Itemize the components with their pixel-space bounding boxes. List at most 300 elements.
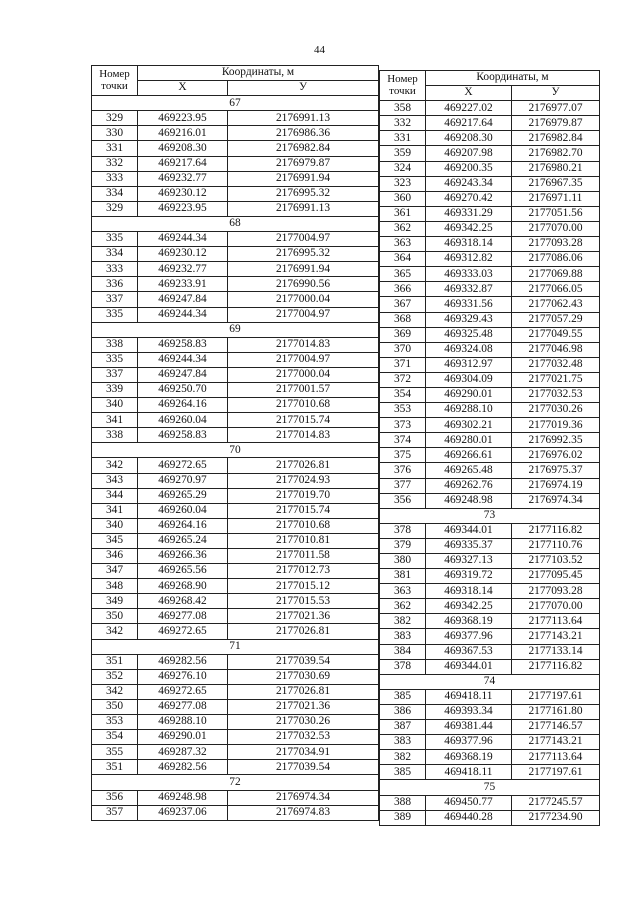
y-coordinate-cell: 2176976.02 (512, 448, 600, 463)
y-coordinate-cell: 2177026.81 (228, 684, 379, 699)
table-row (380, 689, 600, 704)
table-row (380, 523, 600, 538)
point-number-header-line2: точки (101, 79, 128, 92)
point-number-cell: 335 (92, 352, 138, 367)
y-coordinate-cell: 2177046.98 (512, 342, 600, 357)
x-coordinate-cell: 469230.12 (138, 186, 228, 201)
point-number-cell: 345 (92, 533, 138, 548)
table-row (92, 699, 379, 714)
x-coordinate-cell: 469280.01 (426, 433, 512, 448)
y-coordinate-cell: 2176986.36 (228, 126, 379, 141)
table-row (92, 126, 379, 141)
y-coordinate-cell: 2177010.81 (228, 533, 379, 548)
x-coordinate-cell: 469223.95 (138, 111, 228, 126)
point-number-cell: 361 (380, 206, 426, 221)
x-coordinate-cell: 469418.11 (426, 765, 512, 780)
x-coordinate-cell: 469332.87 (426, 282, 512, 297)
contour-number: 74 (380, 674, 600, 689)
x-coordinate-cell: 469277.08 (138, 609, 228, 624)
point-number-cell: 337 (92, 367, 138, 382)
point-number-cell: 354 (380, 387, 426, 402)
point-number-cell: 354 (92, 730, 138, 745)
y-coordinate-cell: 2176977.07 (512, 101, 600, 116)
point-number-cell: 337 (92, 292, 138, 307)
y-coordinate-cell: 2177004.97 (228, 352, 379, 367)
x-coordinate-cell: 469344.01 (426, 659, 512, 674)
point-number-cell: 355 (92, 745, 138, 760)
y-coordinate-cell: 2177019.70 (228, 488, 379, 503)
x-coordinate-cell: 469208.30 (138, 141, 228, 156)
point-number-cell: 389 (380, 810, 426, 825)
y-coordinate-cell: 2177015.74 (228, 413, 379, 428)
x-coordinate-cell: 469258.83 (138, 428, 228, 443)
table-row (92, 805, 379, 820)
x-coordinate-cell: 469208.30 (426, 131, 512, 146)
coordinates-header: Координаты, м (426, 71, 600, 86)
point-number-cell: 346 (92, 549, 138, 564)
table-row (380, 810, 600, 825)
x-coordinate-cell: 469268.42 (138, 594, 228, 609)
table-row (380, 584, 600, 599)
y-coordinate-cell: 2177015.12 (228, 579, 379, 594)
coordinates-header: Координаты, м (138, 66, 379, 81)
y-coordinate-cell: 2176974.83 (228, 805, 379, 820)
table-row (380, 569, 600, 584)
point-number-cell: 367 (380, 297, 426, 312)
y-coordinate-cell: 2177197.61 (512, 689, 600, 704)
contour-group-row (92, 216, 379, 231)
table-row (380, 554, 600, 569)
x-coordinate-cell: 469277.08 (138, 699, 228, 714)
table-row (380, 327, 600, 342)
point-number-cell: 349 (92, 594, 138, 609)
point-number-cell: 343 (92, 473, 138, 488)
y-coordinate-cell: 2177030.69 (228, 669, 379, 684)
table-row (380, 237, 600, 252)
x-coordinate-cell: 469217.64 (138, 156, 228, 171)
y-coordinate-cell: 2177021.36 (228, 609, 379, 624)
x-coordinate-cell: 469440.28 (426, 810, 512, 825)
table-row (380, 493, 600, 508)
table-row (380, 478, 600, 493)
point-number-cell: 333 (92, 262, 138, 277)
point-number-cell: 331 (380, 131, 426, 146)
point-number-cell: 366 (380, 282, 426, 297)
point-number-cell: 347 (92, 564, 138, 579)
x-coordinate-cell: 469312.82 (426, 252, 512, 267)
x-coordinate-cell: 469282.56 (138, 760, 228, 775)
y-coordinate-cell: 2177070.00 (512, 221, 600, 236)
contour-number: 67 (92, 96, 379, 111)
y-coordinate-cell: 2177116.82 (512, 523, 600, 538)
table-row (380, 297, 600, 312)
x-coordinate-cell: 469344.01 (426, 523, 512, 538)
x-coordinate-cell: 469368.19 (426, 750, 512, 765)
table-row (92, 473, 379, 488)
y-coordinate-cell: 2177049.55 (512, 327, 600, 342)
x-coordinate-cell: 469318.14 (426, 237, 512, 252)
point-number-cell: 370 (380, 342, 426, 357)
y-coordinate-cell: 2176992.35 (512, 433, 600, 448)
table-row (380, 312, 600, 327)
y-coordinate-cell: 2177010.68 (228, 398, 379, 413)
table-row (380, 629, 600, 644)
x-coordinate-cell: 469258.83 (138, 337, 228, 352)
table-row (92, 458, 379, 473)
contour-number: 72 (92, 775, 379, 790)
y-coordinate-cell: 2177234.90 (512, 810, 600, 825)
x-coordinate-cell: 469367.53 (426, 644, 512, 659)
contour-number: 68 (92, 216, 379, 231)
contour-group-row (92, 775, 379, 790)
table-row (380, 116, 600, 131)
table-row (380, 735, 600, 750)
table-row (92, 367, 379, 382)
y-coordinate-cell: 2176991.13 (228, 111, 379, 126)
x-coordinate-cell: 469287.32 (138, 745, 228, 760)
point-number-cell: 341 (92, 413, 138, 428)
y-coordinate-cell: 2177021.75 (512, 372, 600, 387)
table-row (380, 101, 600, 116)
table-row (380, 221, 600, 236)
x-coordinate-cell: 469232.77 (138, 171, 228, 186)
point-number-cell: 334 (92, 186, 138, 201)
table-row (92, 533, 379, 548)
y-coordinate-cell: 2176967.35 (512, 176, 600, 191)
y-coordinate-cell: 2177004.97 (228, 232, 379, 247)
x-coordinate-cell: 469327.13 (426, 554, 512, 569)
table-row (92, 564, 379, 579)
contour-number: 69 (92, 322, 379, 337)
table-row (92, 156, 379, 171)
x-coordinate-cell: 469329.43 (426, 312, 512, 327)
y-coordinate-cell: 2177000.04 (228, 367, 379, 382)
table-row (380, 448, 600, 463)
table-row (380, 795, 600, 810)
x-coordinate-cell: 469248.98 (426, 493, 512, 508)
point-number-cell: 368 (380, 312, 426, 327)
y-coordinate-cell: 2177032.48 (512, 357, 600, 372)
point-number-cell: 379 (380, 538, 426, 553)
point-number-cell: 332 (380, 116, 426, 131)
point-number-cell: 338 (92, 337, 138, 352)
point-number-cell: 371 (380, 357, 426, 372)
point-number-cell: 388 (380, 795, 426, 810)
point-number-cell: 378 (380, 659, 426, 674)
x-coordinate-cell: 469272.65 (138, 684, 228, 699)
x-coordinate-cell: 469207.98 (426, 146, 512, 161)
table-row (92, 262, 379, 277)
table-row (380, 372, 600, 387)
x-coordinate-cell: 469333.03 (426, 267, 512, 282)
x-coordinate-cell: 469232.77 (138, 262, 228, 277)
y-coordinate-cell: 2177062.43 (512, 297, 600, 312)
x-coordinate-cell: 469290.01 (138, 730, 228, 745)
point-number-cell: 331 (92, 141, 138, 156)
table-row (380, 704, 600, 719)
table-row (380, 206, 600, 221)
x-coordinate-cell: 469270.97 (138, 473, 228, 488)
table-row (380, 131, 600, 146)
table-row (380, 191, 600, 206)
x-coordinate-cell: 469304.09 (426, 372, 512, 387)
y-coordinate-cell: 2177069.88 (512, 267, 600, 282)
y-coordinate-cell: 2177014.83 (228, 337, 379, 352)
table-row (92, 669, 379, 684)
point-number-cell: 330 (92, 126, 138, 141)
contour-group-row (92, 443, 379, 458)
y-coordinate-cell: 2176974.34 (228, 790, 379, 805)
table-row (92, 201, 379, 216)
y-coordinate-cell: 2177095.45 (512, 569, 600, 584)
y-coordinate-cell: 2177032.53 (512, 387, 600, 402)
y-column-header: У (512, 86, 600, 101)
y-coordinate-cell: 2176974.19 (512, 478, 600, 493)
point-number-cell: 352 (92, 669, 138, 684)
y-coordinate-cell: 2177039.54 (228, 760, 379, 775)
point-number-cell: 385 (380, 765, 426, 780)
point-number-cell: 380 (380, 554, 426, 569)
point-number-cell: 381 (380, 569, 426, 584)
x-coordinate-cell: 469247.84 (138, 292, 228, 307)
point-number-cell: 342 (92, 624, 138, 639)
table-row (92, 141, 379, 156)
y-coordinate-cell: 2177143.21 (512, 735, 600, 750)
y-coordinate-cell: 2177034.91 (228, 745, 379, 760)
x-coordinate-cell: 469272.65 (138, 624, 228, 639)
point-number-cell: 348 (92, 579, 138, 594)
y-coordinate-cell: 2176975.37 (512, 463, 600, 478)
table-row (92, 428, 379, 443)
contour-group-row (92, 322, 379, 337)
table-row (92, 111, 379, 126)
x-coordinate-cell: 469368.19 (426, 614, 512, 629)
table-row (92, 503, 379, 518)
x-coordinate-cell: 469325.48 (426, 327, 512, 342)
y-coordinate-cell: 2177093.28 (512, 584, 600, 599)
x-coordinate-cell: 469244.34 (138, 232, 228, 247)
point-number-cell: 383 (380, 629, 426, 644)
point-number-cell: 353 (380, 403, 426, 418)
y-coordinate-cell: 2176991.13 (228, 201, 379, 216)
y-column-header: У (228, 81, 379, 96)
table-row (380, 614, 600, 629)
x-coordinate-cell: 469244.34 (138, 307, 228, 322)
x-coordinate-cell: 469302.21 (426, 418, 512, 433)
point-number-cell: 329 (92, 111, 138, 126)
point-number-cell: 363 (380, 584, 426, 599)
x-coordinate-cell: 469248.98 (138, 790, 228, 805)
y-coordinate-cell: 2176990.56 (228, 277, 379, 292)
table-row (380, 267, 600, 282)
point-number-cell: 375 (380, 448, 426, 463)
point-number-cell: 340 (92, 518, 138, 533)
x-coordinate-cell: 469318.14 (426, 584, 512, 599)
point-number-cell: 356 (380, 493, 426, 508)
table-row (380, 387, 600, 402)
x-coordinate-cell: 469243.34 (426, 176, 512, 191)
point-number-cell: 344 (92, 488, 138, 503)
table-row (380, 357, 600, 372)
y-coordinate-cell: 2176991.94 (228, 171, 379, 186)
table-row (92, 549, 379, 564)
point-number-cell: 350 (92, 699, 138, 714)
point-number-cell: 386 (380, 704, 426, 719)
x-coordinate-cell: 469233.91 (138, 277, 228, 292)
point-number-cell: 342 (92, 458, 138, 473)
table-row (380, 161, 600, 176)
table-row (380, 433, 600, 448)
table-row (380, 176, 600, 191)
x-coordinate-cell: 469342.25 (426, 221, 512, 236)
point-number-cell: 387 (380, 720, 426, 735)
table-row (380, 720, 600, 735)
x-coordinate-cell: 469230.12 (138, 247, 228, 262)
y-coordinate-cell: 2177030.26 (228, 715, 379, 730)
x-coordinate-cell: 469342.25 (426, 599, 512, 614)
y-coordinate-cell: 2177103.52 (512, 554, 600, 569)
point-number-header-line1: Номер (387, 73, 418, 86)
y-coordinate-cell: 2177032.53 (228, 730, 379, 745)
point-number-cell: 373 (380, 418, 426, 433)
point-number-cell: 324 (380, 161, 426, 176)
y-coordinate-cell: 2177086.06 (512, 252, 600, 267)
table-row (380, 418, 600, 433)
x-coordinate-cell: 469260.04 (138, 413, 228, 428)
table-row (380, 750, 600, 765)
y-coordinate-cell: 2176982.84 (512, 131, 600, 146)
contour-number: 75 (380, 780, 600, 795)
point-number-cell: 351 (92, 654, 138, 669)
point-number-cell: 362 (380, 221, 426, 236)
point-number-cell: 360 (380, 191, 426, 206)
point-number-cell: 329 (92, 201, 138, 216)
point-number-cell: 385 (380, 689, 426, 704)
x-coordinate-cell: 469227.02 (426, 101, 512, 116)
x-coordinate-cell: 469290.01 (426, 387, 512, 402)
x-coordinate-cell: 469331.56 (426, 297, 512, 312)
table-row (92, 488, 379, 503)
y-coordinate-cell: 2176971.11 (512, 191, 600, 206)
table-row (92, 277, 379, 292)
table-row (92, 624, 379, 639)
table-row (92, 594, 379, 609)
contour-group-row (92, 96, 379, 111)
y-coordinate-cell: 2177030.26 (512, 403, 600, 418)
table-row (380, 538, 600, 553)
table-row (380, 599, 600, 614)
point-number-cell: 357 (92, 805, 138, 820)
table-row (92, 337, 379, 352)
y-coordinate-cell: 2177066.05 (512, 282, 600, 297)
x-coordinate-cell: 469262.76 (426, 478, 512, 493)
y-coordinate-cell: 2177021.36 (228, 699, 379, 714)
x-coordinate-cell: 469264.16 (138, 518, 228, 533)
x-coordinate-cell: 469377.96 (426, 629, 512, 644)
y-coordinate-cell: 2177146.57 (512, 720, 600, 735)
table-row (92, 352, 379, 367)
point-number-cell: 372 (380, 372, 426, 387)
y-coordinate-cell: 2177012.73 (228, 564, 379, 579)
contour-number: 73 (380, 508, 600, 523)
x-coordinate-cell: 469260.04 (138, 503, 228, 518)
y-coordinate-cell: 2177110.76 (512, 538, 600, 553)
table-row (92, 292, 379, 307)
table-row (92, 745, 379, 760)
point-number-cell: 334 (92, 247, 138, 262)
point-number-cell: 382 (380, 750, 426, 765)
table-row (92, 307, 379, 322)
y-coordinate-cell: 2177143.21 (512, 629, 600, 644)
y-coordinate-cell: 2177015.53 (228, 594, 379, 609)
y-coordinate-cell: 2177011.58 (228, 549, 379, 564)
point-number-cell: 376 (380, 463, 426, 478)
page-number: 44 (314, 44, 325, 56)
point-number-cell: 365 (380, 267, 426, 282)
table-row (380, 252, 600, 267)
y-coordinate-cell: 2177161.80 (512, 704, 600, 719)
x-coordinate-cell: 469265.24 (138, 533, 228, 548)
x-coordinate-cell: 469276.10 (138, 669, 228, 684)
table-row (92, 730, 379, 745)
coordinates-table-right (379, 70, 600, 826)
y-coordinate-cell: 2177026.81 (228, 458, 379, 473)
x-coordinate-cell: 469266.36 (138, 549, 228, 564)
x-coordinate-cell: 469216.01 (138, 126, 228, 141)
y-coordinate-cell: 2177070.00 (512, 599, 600, 614)
x-coordinate-cell: 469381.44 (426, 720, 512, 735)
point-number-cell: 356 (92, 790, 138, 805)
x-coordinate-cell: 469319.72 (426, 569, 512, 584)
y-coordinate-cell: 2177093.28 (512, 237, 600, 252)
x-coordinate-cell: 469265.56 (138, 564, 228, 579)
table-row (380, 282, 600, 297)
table-row (380, 463, 600, 478)
contour-number: 71 (92, 639, 379, 654)
x-coordinate-cell: 469450.77 (426, 795, 512, 810)
x-coordinate-cell: 469377.96 (426, 735, 512, 750)
y-coordinate-cell: 2177133.14 (512, 644, 600, 659)
x-coordinate-cell: 469265.29 (138, 488, 228, 503)
y-coordinate-cell: 2177113.64 (512, 750, 600, 765)
y-coordinate-cell: 2177004.97 (228, 307, 379, 322)
table-row (92, 579, 379, 594)
y-coordinate-cell: 2177014.83 (228, 428, 379, 443)
point-number-header (92, 66, 138, 96)
point-number-cell: 362 (380, 599, 426, 614)
table-row (92, 518, 379, 533)
point-number-cell: 383 (380, 735, 426, 750)
x-coordinate-cell: 469223.95 (138, 201, 228, 216)
y-coordinate-cell: 2176974.34 (512, 493, 600, 508)
y-coordinate-cell: 2177051.56 (512, 206, 600, 221)
table-row (92, 684, 379, 699)
x-coordinate-cell: 469393.34 (426, 704, 512, 719)
table-row (380, 342, 600, 357)
y-coordinate-cell: 2177026.81 (228, 624, 379, 639)
table-row (92, 247, 379, 262)
coordinates-table-left (91, 65, 379, 821)
table-row (92, 790, 379, 805)
point-number-cell: 369 (380, 327, 426, 342)
contour-group-row (380, 508, 600, 523)
point-number-cell: 363 (380, 237, 426, 252)
x-coordinate-cell: 469237.06 (138, 805, 228, 820)
table-row (92, 760, 379, 775)
table-row (92, 715, 379, 730)
x-coordinate-cell: 469244.34 (138, 352, 228, 367)
y-coordinate-cell: 2177024.93 (228, 473, 379, 488)
